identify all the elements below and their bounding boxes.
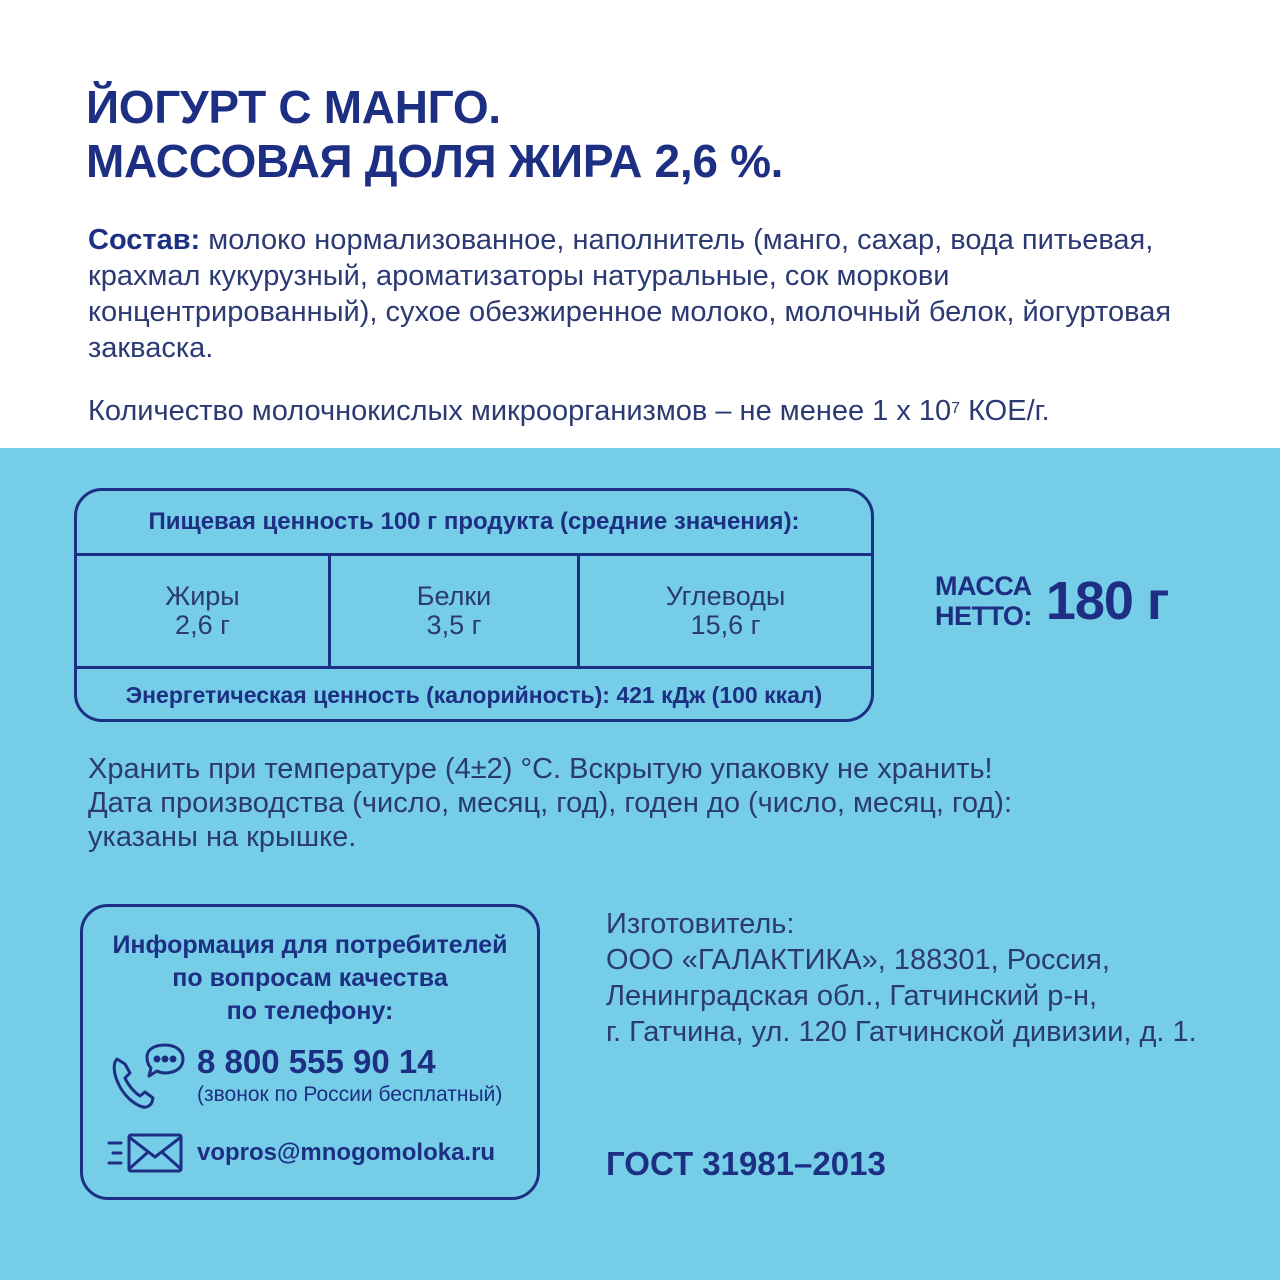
composition <box>88 222 1218 366</box>
composition-text: молоко нормализованное, наполнитель (манго, сахар, вода питьевая, крахмал кукурузный, ароматизаторы натуральные, сок моркови концентрированный), сухое обезжиренное молоко, молочный белок, йогуртовая закваска. <box>88 224 1172 364</box>
consumer-info-line-2: по вопросам качества <box>172 964 448 992</box>
storage-conditions <box>88 752 1012 854</box>
microorganisms-unit: КОЕ/г. <box>960 395 1050 427</box>
microorganisms-text: Количество молочнокислых микроорганизмов – не менее 1 х 10 <box>88 395 952 427</box>
phone-icon <box>114 1059 153 1107</box>
manufacturer-line-3: Ленинградская обл., Гатчинский р-н, <box>606 980 1098 1012</box>
title-line-2: МАССОВАЯ ДОЛЯ ЖИРА 2,6 %. <box>86 135 784 187</box>
net-mass-label-line-1: МАССА <box>935 571 1032 601</box>
manufacturer-line-4: г. Гатчина, ул. 120 Гатчинской дивизии, д. 1. <box>606 1016 1197 1048</box>
phone-row <box>107 1043 502 1113</box>
manufacturer <box>606 906 1197 1050</box>
email-link[interactable]: vopros@mnogomoloka.ru <box>197 1139 496 1166</box>
nutrition-values-row <box>77 556 871 669</box>
phone-note: (звонок по России бесплатный) <box>197 1083 503 1106</box>
gost-standard: ГОСТ 31981–2013 <box>606 1145 886 1182</box>
title-line-1: ЙОГУРТ С МАНГО. <box>86 81 501 133</box>
consumer-info-heading <box>83 929 537 1028</box>
consumer-info-line-1: Информация для потребителей <box>112 931 508 959</box>
net-mass-value: 180 г <box>1045 571 1169 631</box>
storage-line-3: указаны на крышке. <box>88 821 357 853</box>
microorganisms-exponent: 7 <box>951 400 961 417</box>
mail-icon <box>107 1129 187 1177</box>
microorganisms-note <box>88 393 1050 429</box>
nutrition-name: Жиры <box>165 581 240 611</box>
nutrition-table <box>74 488 874 722</box>
consumer-info-box <box>80 904 540 1200</box>
energy-value: Энергетическая ценность (калорийность): 421 кДж (100 ккал) <box>125 682 823 708</box>
net-mass-label-line-2: НЕТТО: <box>935 601 1032 631</box>
nutrition-value: 15,6 г <box>690 610 761 640</box>
composition-label: Состав: <box>88 224 201 256</box>
storage-line-2: Дата производства (число, месяц, год), годен до (число, месяц, год): <box>88 787 1013 819</box>
nutrition-cell-carbs <box>580 556 871 666</box>
nutrition-name: Белки <box>416 581 492 611</box>
nutrition-value: 2,6 г <box>175 610 230 640</box>
manufacturer-line-2: ООО «ГАЛАКТИКА», 188301, Россия, <box>606 944 1110 976</box>
manufacturer-line-1: Изготовитель: <box>606 908 795 940</box>
consumer-info-line-3: по телефону: <box>226 997 394 1025</box>
storage-line-1: Хранить при температуре (4±2) °С. Вскрытую упаковку не хранить! <box>88 753 993 785</box>
net-mass <box>935 570 1168 632</box>
nutrition-header: Пищевая ценность 100 г продукта (средние значения): <box>77 491 871 556</box>
phone-number[interactable]: 8 800 555 90 14 <box>197 1043 436 1080</box>
email-row <box>107 1129 495 1177</box>
nutrition-name: Углеводы <box>665 581 786 611</box>
product-title <box>86 80 783 188</box>
phone-chat-icon <box>107 1043 187 1113</box>
nutrition-cell-protein <box>331 556 580 666</box>
nutrition-value: 3,5 г <box>426 610 482 640</box>
nutrition-cell-fat <box>77 556 331 666</box>
phone-text <box>187 1043 502 1109</box>
chat-icon <box>147 1045 183 1076</box>
net-mass-label <box>935 571 1032 631</box>
